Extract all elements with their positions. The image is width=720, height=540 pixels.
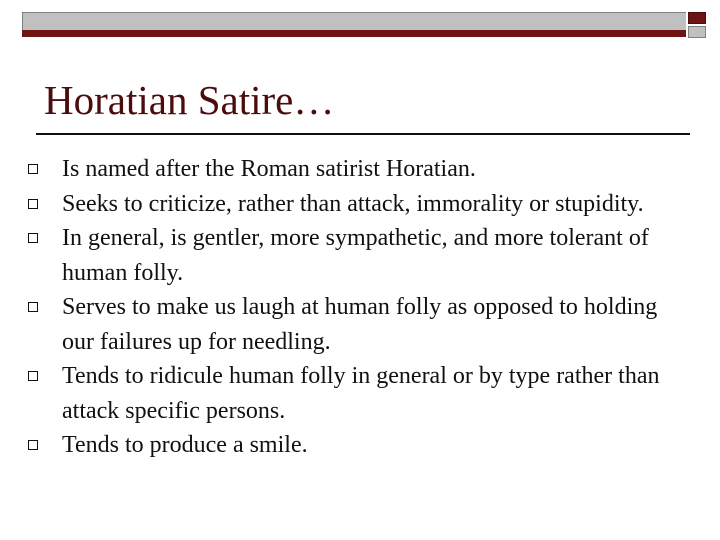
bullet-item: [28, 152, 678, 187]
bullet-item: [28, 290, 678, 359]
bullet-item: [28, 221, 678, 290]
bullet-item: [28, 428, 678, 463]
title-underline: [36, 133, 690, 135]
hollow-square-icon: [28, 302, 38, 312]
bullet-text: Seeks to criticize, rather than attack, immorality or stupidity.: [62, 190, 644, 217]
hollow-square-icon: [28, 440, 38, 450]
top-decorative-bar: [22, 12, 686, 37]
bullet-text: Serves to make us laugh at human folly as opposed to holding our failures up for needling.: [62, 294, 658, 355]
corner-gray-square: [688, 26, 706, 38]
bullet-item: [28, 187, 678, 222]
bullet-text: Is named after the Roman satirist Horatian.: [62, 156, 476, 182]
hollow-square-icon: [28, 164, 38, 174]
bullet-item: [28, 359, 678, 428]
corner-red-square: [688, 12, 706, 24]
bullet-text: In general, is gentler, more sympathetic, and more tolerant of human folly.: [62, 225, 649, 286]
corner-decoration: [688, 12, 708, 39]
bullet-text: Tends to produce a smile.: [62, 432, 308, 458]
hollow-square-icon: [28, 199, 38, 209]
slide-title: Horatian Satire…: [44, 77, 335, 123]
bullet-list: [28, 152, 678, 463]
top-gray-band: [22, 12, 686, 30]
hollow-square-icon: [28, 233, 38, 243]
bullet-text: Tends to ridicule human folly in general or by type rather than attack specific persons.: [62, 363, 660, 424]
hollow-square-icon: [28, 371, 38, 381]
top-red-line: [22, 30, 686, 37]
